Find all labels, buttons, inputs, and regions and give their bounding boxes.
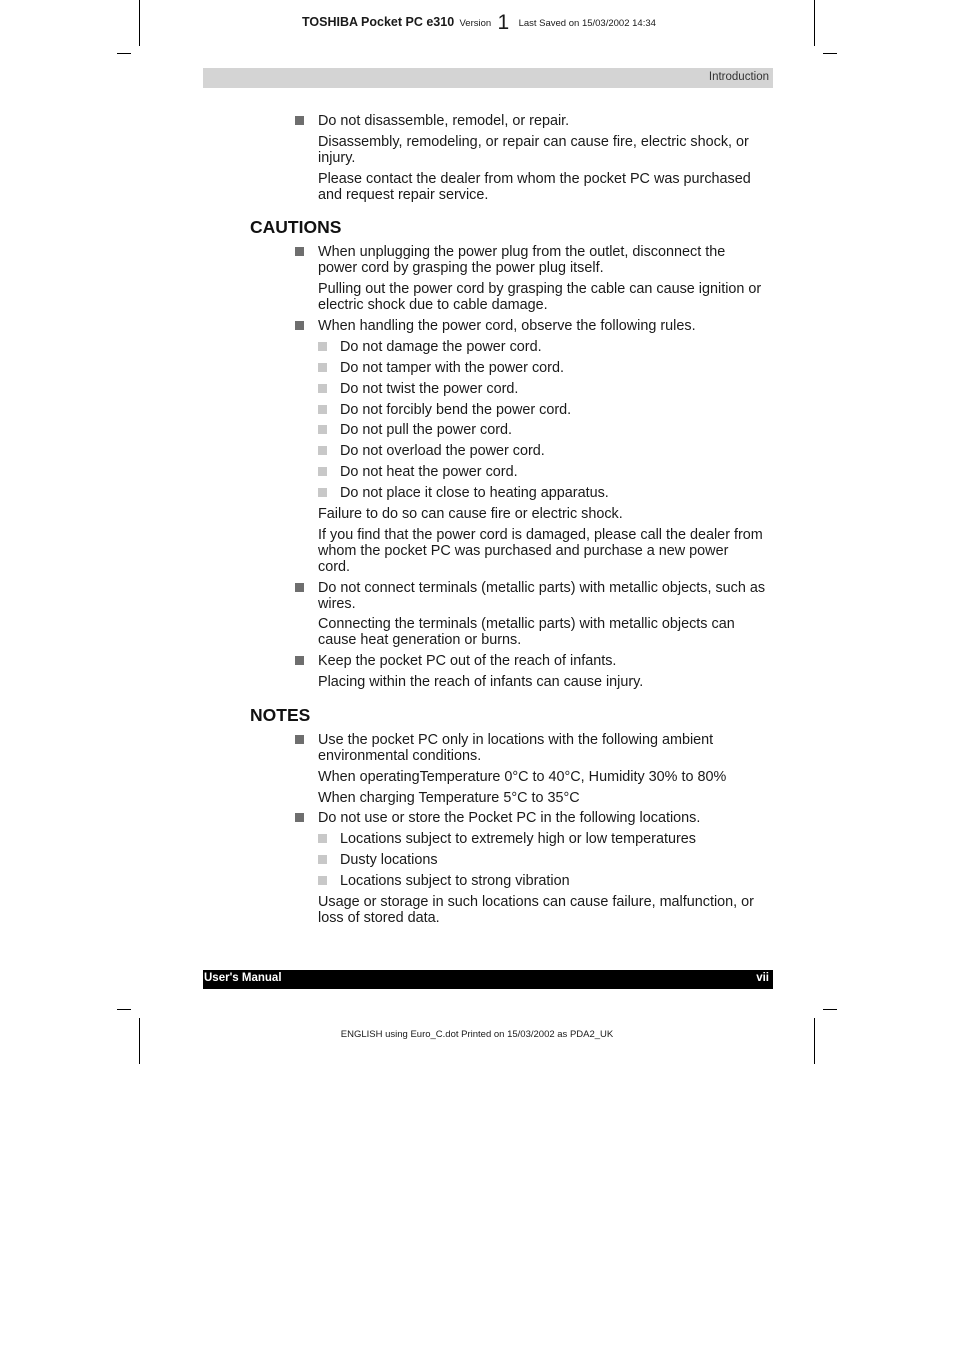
version-label: Version [459,18,492,29]
rule-item: Do not heat the power cord. [340,464,518,480]
bullet-text: When handling the power cord, observe the following rules. [318,318,696,334]
sub-bullet-marker [318,488,327,497]
bullet-text: Keep the pocket PC out of the reach of infants. [318,653,617,669]
rule-item: Do not place it close to heating apparatus. [340,485,609,501]
sub-bullet-marker [318,446,327,455]
paragraph-line: whom the pocket PC was purchased and purchase a new power [318,543,729,559]
location-item: Locations subject to strong vibration [340,873,570,889]
cautions-heading: CAUTIONS [250,217,342,237]
paragraph-line: loss of stored data. [318,910,440,926]
paragraph-line: Placing within the reach of infants can cause injury. [318,674,644,690]
sub-bullet-marker [318,855,327,864]
rule-item: Do not twist the power cord. [340,381,519,397]
section-bar [203,68,773,88]
section-label: Introduction [708,71,769,83]
bullet-marker [295,656,304,665]
bullet-text: Use the pocket PC only in locations with the following ambient [318,732,714,748]
notes-heading: NOTES [250,705,311,725]
crop-mark [814,1018,815,1064]
bullet-text: Do not connect terminals (metallic parts) with metallic objects, such as [318,580,766,596]
manual-title: User's Manual [204,972,282,984]
paragraph-line: electric shock due to cable damage. [318,297,548,313]
paragraph-line: Please contact the dealer from whom the pocket PC was purchased [318,171,751,187]
rule-item: Do not forcibly bend the power cord. [340,402,572,418]
bullet-marker [295,321,304,330]
rule-item: Do not damage the power cord. [340,339,542,355]
sub-bullet-marker [318,384,327,393]
crop-mark [117,53,131,54]
rule-item: Do not tamper with the power cord. [340,360,564,376]
rule-item: Do not overload the power cord. [340,443,545,459]
bullet-marker [295,583,304,592]
paragraph-line: When operatingTemperature 0°C to 40°C, Humidity 30% to 80% [318,769,727,785]
paragraph-line: Disassembly, remodeling, or repair can cause fire, electric shock, or [318,134,749,150]
paragraph-line: Failure to do so can cause fire or electric shock. [318,506,623,522]
bullet-text: When unplugging the power plug from the outlet, disconnect the [318,244,726,260]
bullet-marker [295,813,304,822]
crop-mark [139,0,140,46]
bullet-text: environmental conditions. [318,748,482,764]
version-number: 1 [497,11,510,34]
sub-bullet-marker [318,834,327,843]
sub-bullet-marker [318,405,327,414]
bullet-marker [295,735,304,744]
crop-mark [823,53,837,54]
bullet-text: power cord by grasping the power plug itself. [318,260,604,276]
rule-item: Do not pull the power cord. [340,422,512,438]
print-info: ENGLISH using Euro_C.dot Printed on 15/03/2002 as PDA2_UK [340,1029,614,1040]
location-item: Locations subject to extremely high or low temperatures [340,831,696,847]
paragraph-line: If you find that the power cord is damaged, please call the dealer from [318,527,763,543]
product-name: TOSHIBA Pocket PC e310 [302,15,455,29]
paragraph-line: and request repair service. [318,187,489,203]
sub-bullet-marker [318,467,327,476]
location-item: Dusty locations [340,852,438,868]
bullet-marker [295,247,304,256]
last-saved: Last Saved on 15/03/2002 14:34 [518,18,656,29]
bullet-text: wires. [318,596,356,612]
crop-mark [139,1018,140,1064]
crop-mark [823,1009,837,1010]
sub-bullet-marker [318,342,327,351]
bullet-marker [295,116,304,125]
bullet-text: Do not disassemble, remodel, or repair. [318,113,570,129]
paragraph-line: Pulling out the power cord by grasping the cable can cause ignition or [318,281,762,297]
paragraph-line: cause heat generation or burns. [318,632,522,648]
paragraph-line: When charging Temperature 5°C to 35°C [318,790,580,806]
bullet-text: Do not use or store the Pocket PC in the following locations. [318,810,701,826]
crop-mark [117,1009,131,1010]
document-header [302,11,656,35]
sub-bullet-marker [318,876,327,885]
paragraph-line: cord. [318,559,350,575]
paragraph-line: Connecting the terminals (metallic parts) with metallic objects can [318,616,735,632]
sub-bullet-marker [318,425,327,434]
paragraph-line: Usage or storage in such locations can cause failure, malfunction, or [318,894,754,910]
crop-mark [814,0,815,46]
paragraph-line: injury. [318,150,356,166]
footer-bar [203,970,773,989]
page-number: vii [756,972,769,984]
sub-bullet-marker [318,363,327,372]
